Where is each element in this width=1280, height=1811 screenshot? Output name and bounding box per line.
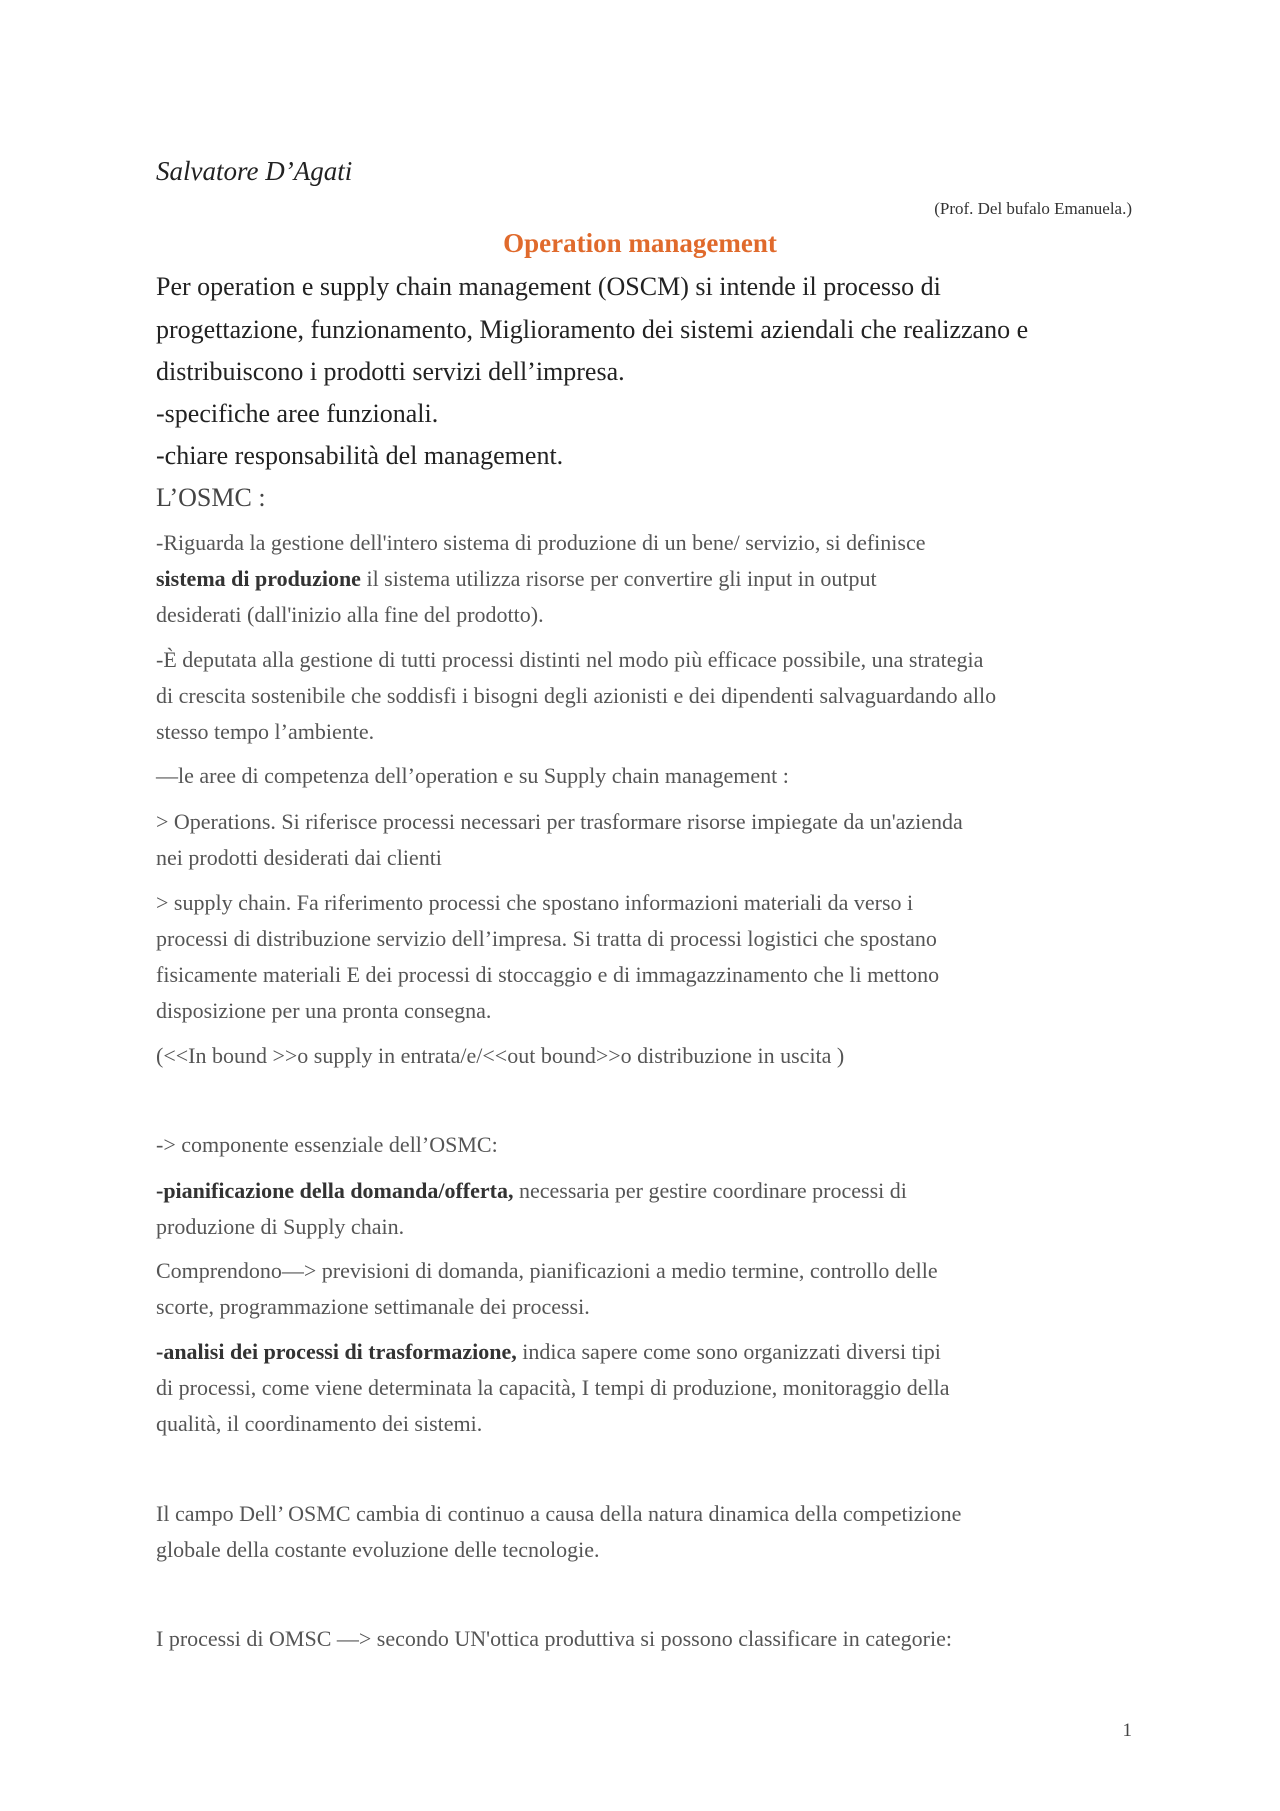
paragraph-line: (<<In bound >>o supply in entrata/e/<<out bound>>o distribuzione in uscita ) [156, 1043, 845, 1068]
paragraph-line: stesso tempo l’ambiente. [156, 719, 375, 744]
bold-term: sistema di produzione [156, 566, 361, 591]
paragraph-line: desiderati (dall'inizio alla fine del prodotto). [156, 602, 544, 627]
author-name: Salvatore D’Agati [156, 156, 353, 186]
paragraph-line: -pianificazione della domanda/offerta, necessaria per gestire coordinare processi di [156, 1178, 907, 1203]
paragraph-line: di crescita sostenibile che soddisfi i bisogni degli azionisti e dei dipendenti salvaguardando allo [156, 683, 997, 708]
paragraph-line: > Operations. Si riferisce processi necessari per trasformare risorse impiegate da un'azienda [156, 809, 963, 834]
paragraph-line: > supply chain. Fa riferimento processi che spostano informazioni materiali da verso i [156, 890, 914, 915]
paragraph-line: -È deputata alla gestione di tutti processi distinti nel modo più efficace possibile, una strategia [156, 647, 984, 672]
paragraph-line: -Riguarda la gestione dell'intero sistema di produzione di un bene/ servizio, si definisce [156, 530, 926, 555]
page-number: 1 [1122, 1720, 1132, 1741]
paragraph-line: qualità, il coordinamento dei sistemi. [156, 1411, 483, 1436]
intro-line: Per operation e supply chain management (OSCM) si intende il processo di [156, 272, 941, 301]
intro-line: progettazione, funzionamento, Miglioramento dei sistemi aziendali che realizzano e [156, 315, 1029, 344]
paragraph-line: -analisi dei processi di trasformazione, indica sapere come sono organizzati diversi tipi [156, 1339, 941, 1364]
intro-bullet: -chiare responsabilità del management. [156, 441, 564, 470]
paragraph-line: globale della costante evoluzione delle tecnologie. [156, 1537, 600, 1562]
paragraph-line: disposizione per una pronta consegna. [156, 998, 492, 1023]
paragraph-line: —le aree di competenza dell’operation e su Supply chain management : [156, 763, 789, 788]
paragraph-line: produzione di Supply chain. [156, 1214, 405, 1239]
paragraph-line: Il campo Dell’ OSMC cambia di continuo a causa della natura dinamica della competizione [156, 1501, 962, 1526]
professor-name: (Prof. Del bufalo Emanuela.) [934, 199, 1132, 218]
paragraph-line: processi di distribuzione servizio dell’impresa. Si tratta di processi logistici che spostano [156, 926, 937, 951]
document-title: Operation management [503, 228, 777, 258]
paragraph-line: fisicamente materiali E dei processi di stoccaggio e di immagazzinamento che li mettono [156, 962, 940, 987]
paragraph-line: di processi, come viene determinata la capacità, I tempi di produzione, monitoraggio della [156, 1375, 950, 1400]
osmc-label: L’OSMC : [156, 483, 266, 512]
bold-term: -pianificazione della domanda/offerta, [156, 1178, 514, 1203]
intro-bullet: -specifiche aree funzionali. [156, 399, 439, 428]
paragraph-line: sistema di produzione il sistema utilizza risorse per convertire gli input in output [156, 566, 877, 591]
bold-term: -analisi dei processi di trasformazione, [156, 1339, 517, 1364]
paragraph-line: scorte, programmazione settimanale dei processi. [156, 1294, 590, 1319]
paragraph-line: I processi di OMSC —> secondo UN'ottica produttiva si possono classificare in categorie: [156, 1626, 952, 1651]
paragraph-line: Comprendono—> previsioni di domanda, pianificazioni a medio termine, controllo delle [156, 1258, 938, 1283]
paragraph-line: nei prodotti desiderati dai clienti [156, 845, 442, 870]
paragraph-line: -> componente essenziale dell’OSMC: [156, 1132, 498, 1157]
intro-line: distribuiscono i prodotti servizi dell’impresa. [156, 357, 625, 386]
